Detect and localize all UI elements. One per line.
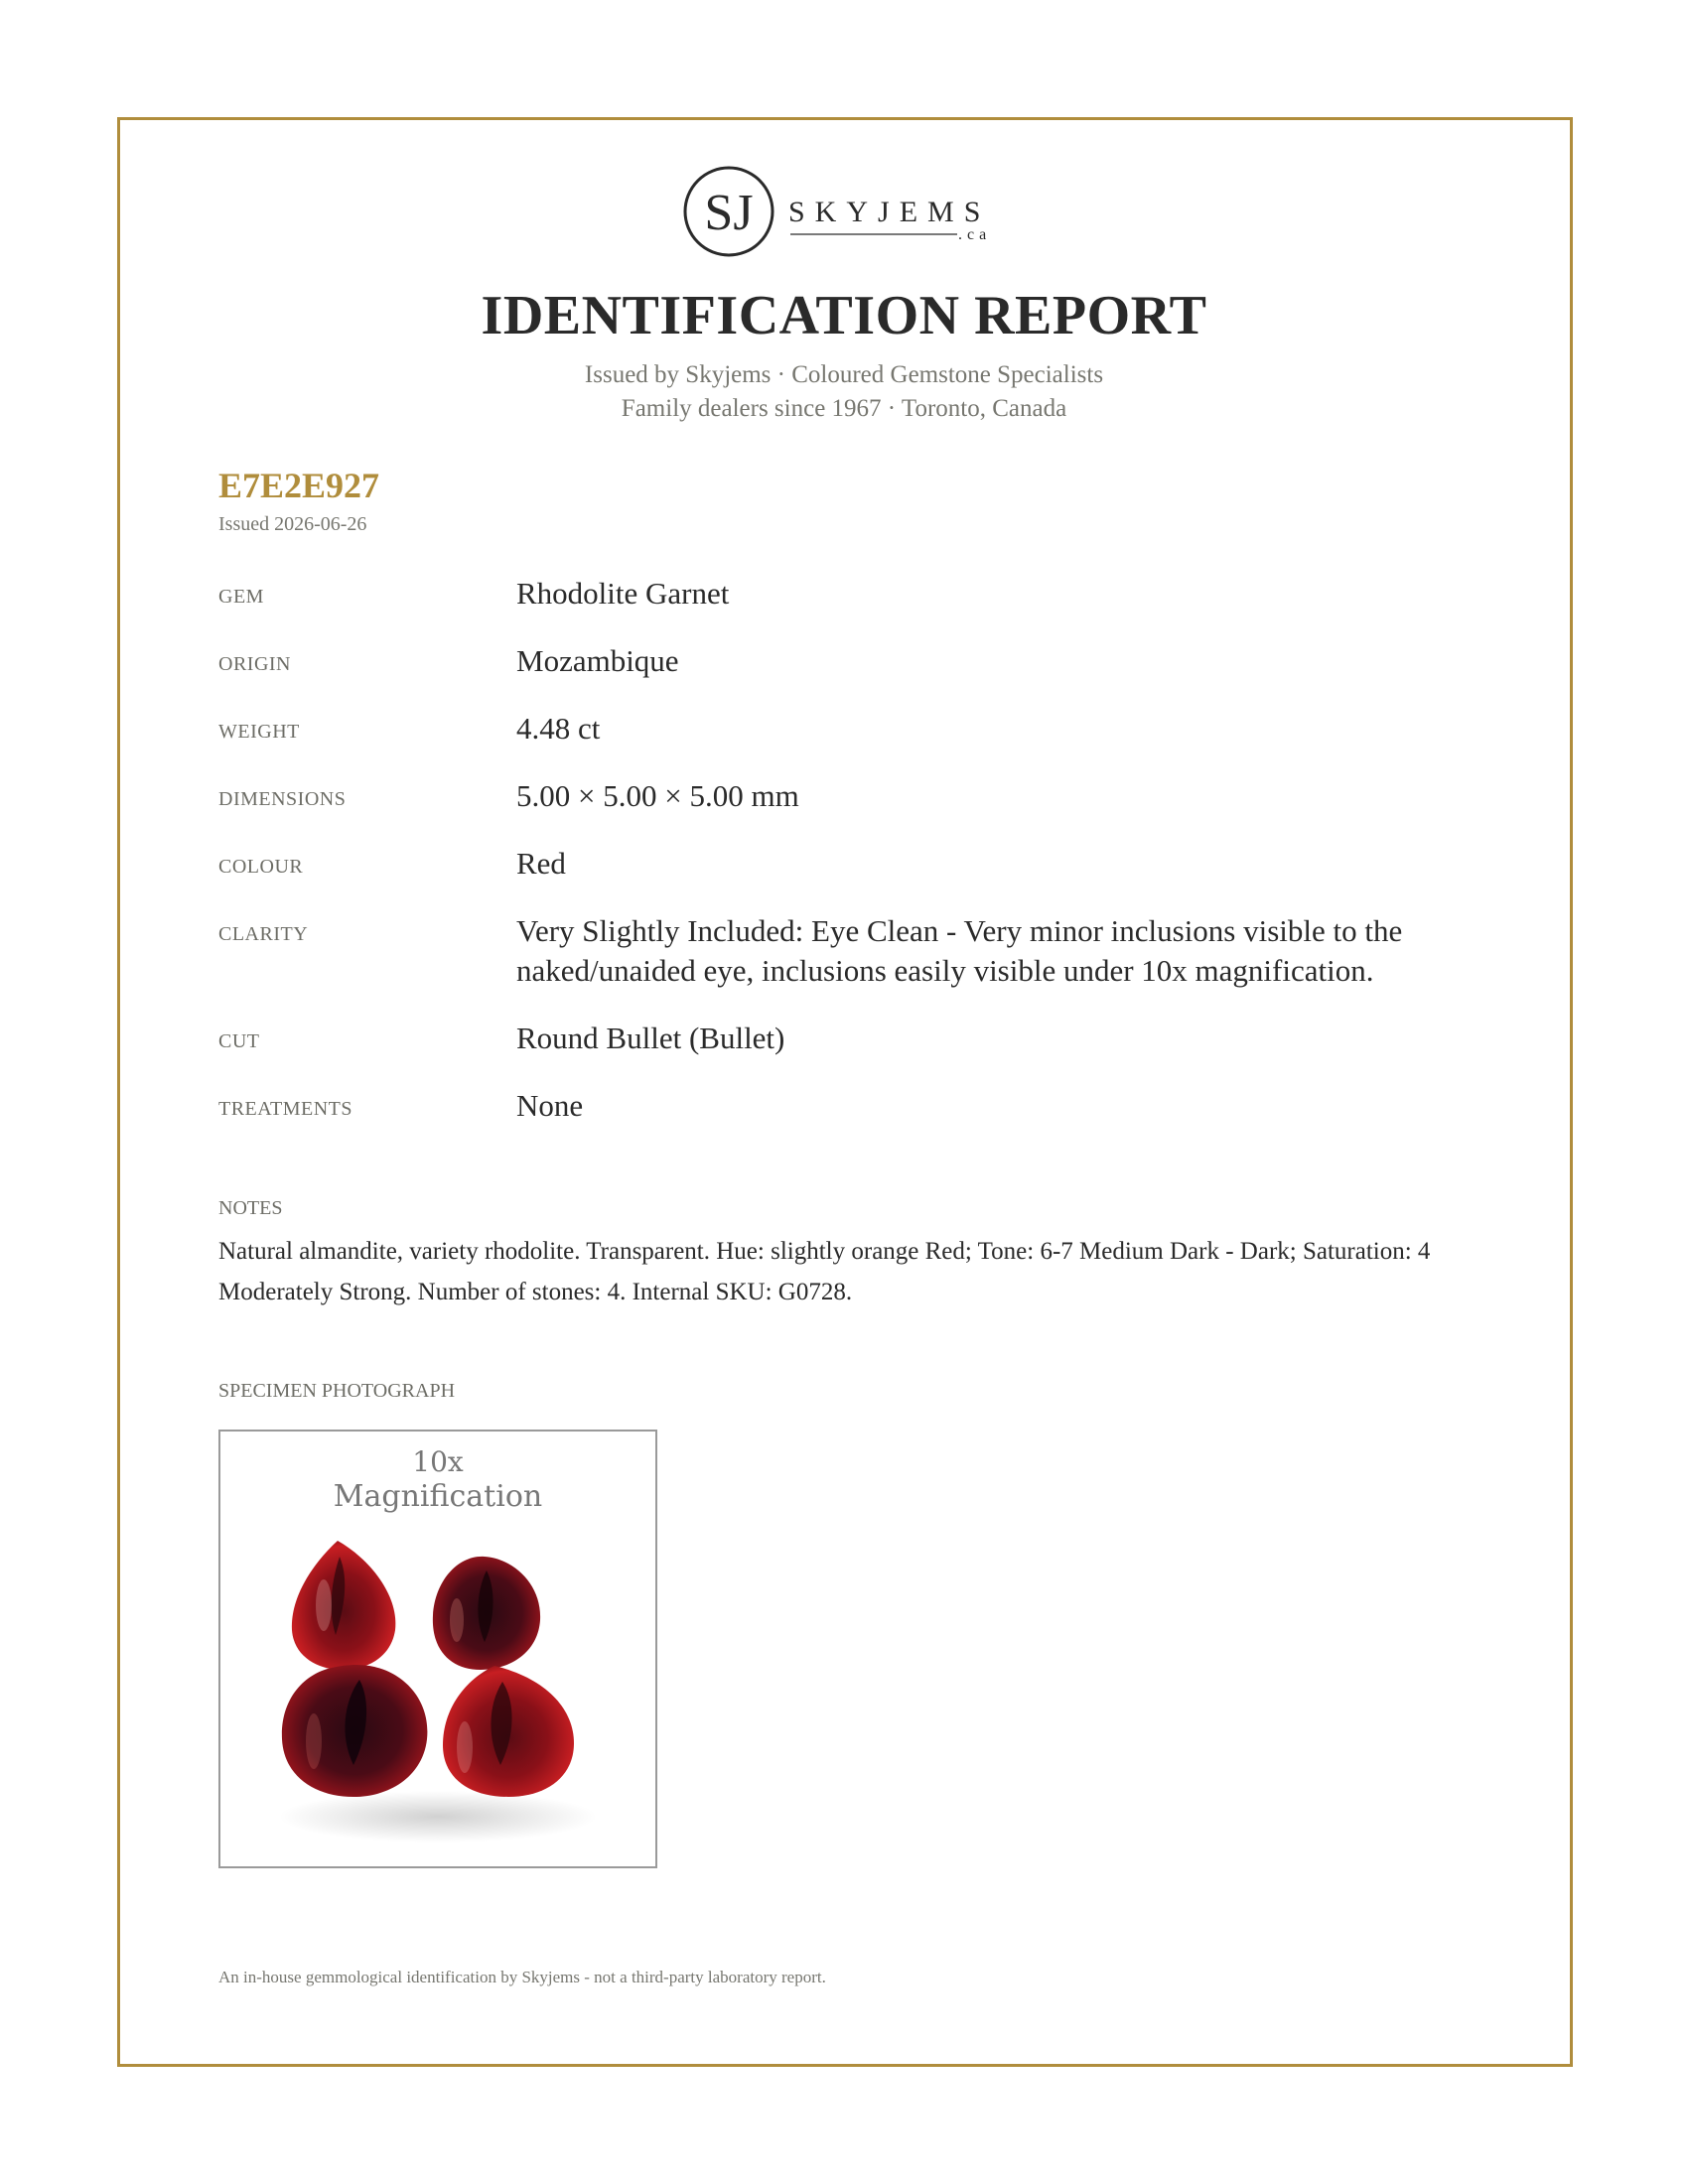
field-label-weight: WEIGHT (218, 721, 300, 743)
field-label-dimensions: DIMENSIONS (218, 788, 347, 810)
report-title: IDENTIFICATION REPORT (481, 285, 1207, 346)
field-label-colour: COLOUR (218, 856, 304, 878)
notes-text: Natural almandite, variety rhodolite. Transparent. Hue: slightly orange Red; Tone: 6-7 Medium Dark - Dark; Saturation: 4 Moderately Strong. Number of stones: 4. Internal SKU: G0728. (218, 1238, 1431, 1305)
field-value-origin: Mozambique (516, 643, 679, 678)
report-id: E7E2E927 (218, 466, 380, 505)
field-label-origin: ORIGIN (218, 653, 291, 675)
magnification-value: 10x (412, 1445, 464, 1478)
magnification-label: Magnification (333, 1479, 543, 1514)
field-value-weight: 4.48 ct (516, 711, 601, 746)
logo-brand: SKYJEMS (788, 196, 991, 228)
issuer-line: Issued by Skyjems · Coloured Gemstone Specialists (584, 361, 1104, 388)
notes-label: NOTES (218, 1197, 283, 1219)
field-label-gem: GEM (218, 586, 264, 608)
photo-label: SPECIMEN PHOTOGRAPH (218, 1380, 456, 1402)
field-label-clarity: CLARITY (218, 923, 309, 945)
disclaimer: An in-house gemmological identification by Skyjems - not a third-party laboratory report. (218, 1968, 826, 1986)
field-value-dimensions: 5.00 × 5.00 × 5.00 mm (516, 778, 799, 813)
field-value-clarity: Very Slightly Included: Eye Clean - Very minor inclusions visible to the naked/unaided eye, inclusions easily visible under 10x magnification. (516, 913, 1403, 988)
field-value-cut: Round Bullet (Bullet) (516, 1021, 785, 1055)
field-label-cut: CUT (218, 1030, 260, 1052)
field-label-treatments: TREATMENTS (218, 1098, 352, 1120)
field-value-treatments: None (516, 1088, 584, 1123)
skyjems-logo (683, 164, 1011, 263)
issue-date: Issued 2026-06-26 (218, 513, 367, 535)
field-value-gem: Rhodolite Garnet (516, 576, 730, 611)
field-value-colour: Red (516, 846, 566, 881)
logo-monogram: SJ (704, 185, 754, 241)
logo-domain: .ca (958, 226, 992, 243)
dealer-line: Family dealers since 1967 · Toronto, Canada (621, 395, 1067, 422)
specimen-photo (218, 1430, 657, 1868)
